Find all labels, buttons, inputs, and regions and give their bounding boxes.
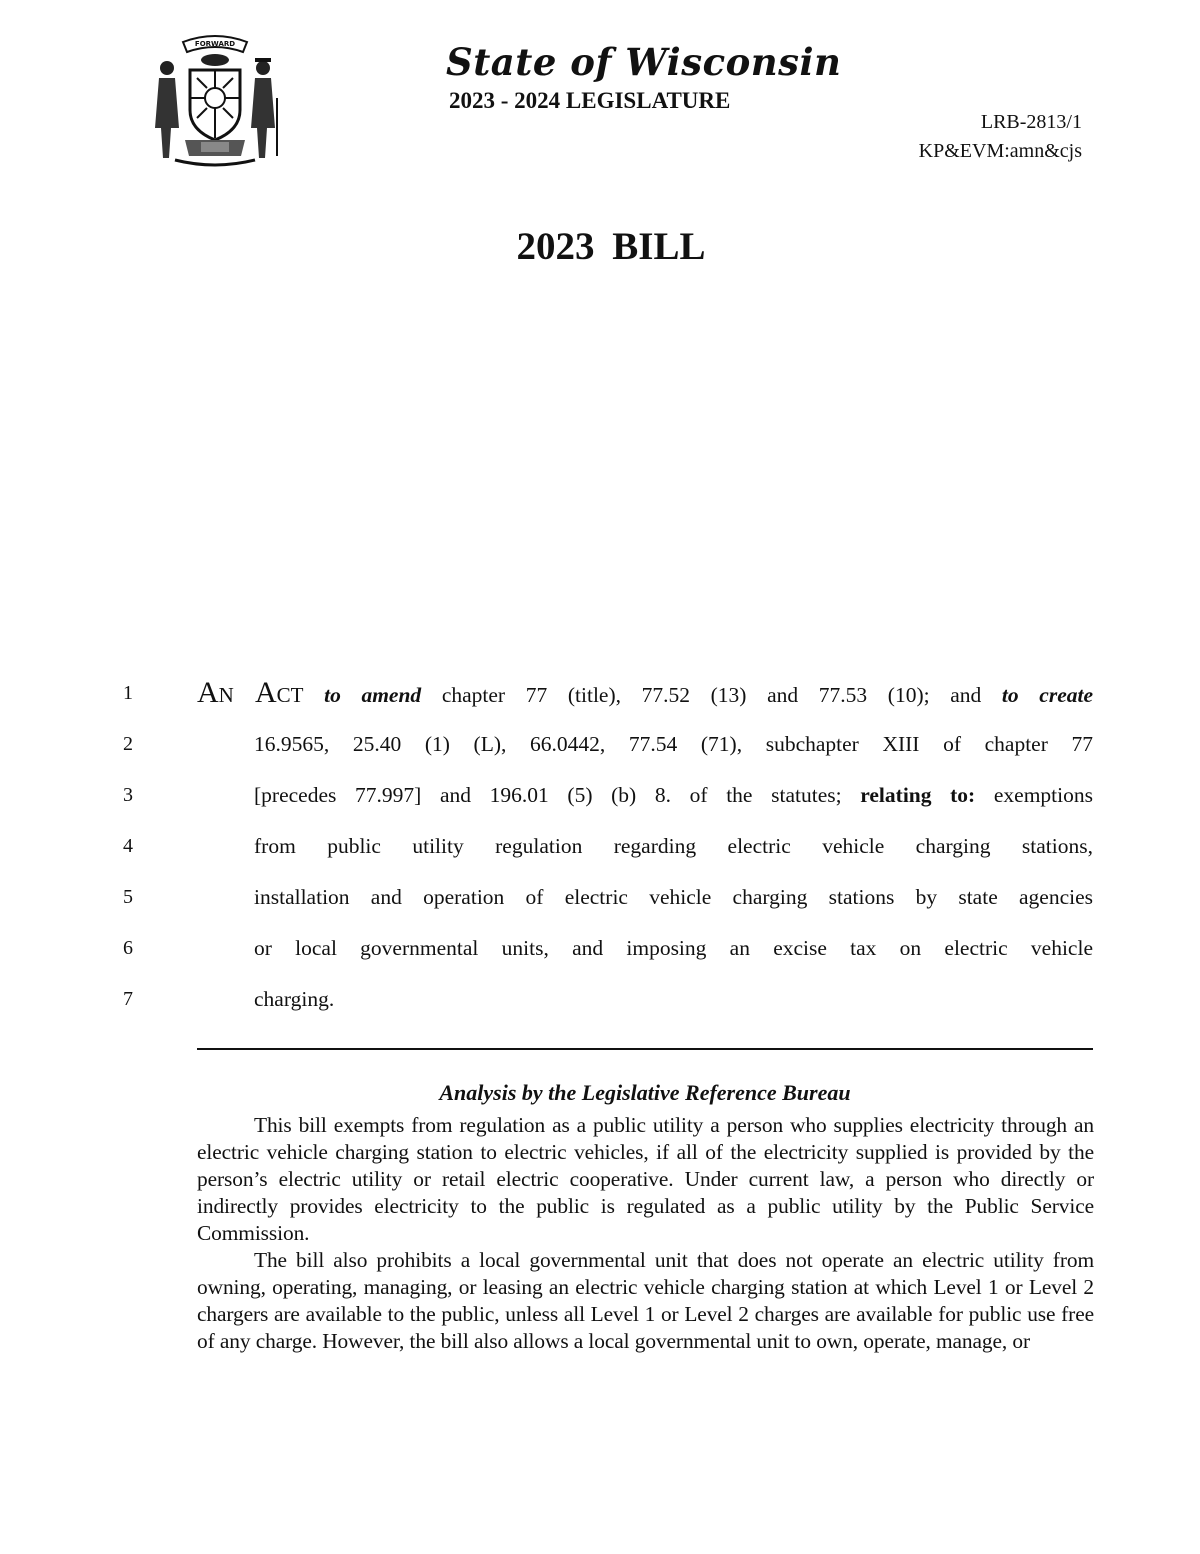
act-title-block	[197, 668, 1093, 1025]
line-number: 2	[123, 733, 133, 755]
act-line-3	[197, 770, 1093, 821]
an-act-label: An Act	[197, 676, 304, 709]
act-line-1	[197, 668, 1093, 719]
line-number: 4	[123, 835, 133, 857]
analysis-paragraph: The bill also prohibits a local governmental unit that does not operate an electric utility from owning, operating, managing, or leasing an electric vehicle charging station at which Level 1 or Level 2 chargers are available to the public, unless all Level 1 or Level 2 charges are available for public use free of any charge. However, the bill also allows a local governmental unit to own, operate, manage, or	[197, 1248, 1094, 1353]
relating-to-label: relating to:	[860, 783, 976, 807]
create-label: to create	[1001, 683, 1094, 707]
drafter-code: KP&EVM:amn&cjs	[918, 140, 1082, 162]
line-number: 6	[123, 937, 133, 959]
line-number: 7	[123, 988, 133, 1010]
analysis-heading: Analysis by the Legislative Reference Bureau	[439, 1080, 851, 1105]
line-number: 1	[123, 682, 133, 704]
seal-motto: FORWARD	[194, 40, 236, 48]
act-line-6: or local governmental units, and imposing an excise tax on electric vehicle	[254, 936, 1093, 960]
line-number: 5	[123, 886, 133, 908]
wisconsin-state-seal-icon	[145, 28, 285, 170]
relating-text: exemptions	[975, 783, 1093, 807]
act-line-2: 16.9565, 25.40 (1) (L), 66.0442, 77.54 (71), subchapter XIII of chapter 77	[254, 732, 1093, 756]
analysis-paragraph: This bill exempts from regulation as a public utility a person who supplies electricity through an electric vehicle charging station to electric vehicles, if all of the electricity supplied is provided by the person’s electric utility or retail electric cooperative. Under current law, a person who directly or indirectly provides electricity to the public is regulated as a public utility by the Public Service Commission.	[197, 1113, 1094, 1245]
amend-label: to amend	[324, 683, 422, 707]
amend-text: chapter 77 (title), 77.52 (13) and 77.53 (10); and	[421, 683, 1002, 707]
analysis-body	[197, 1112, 1094, 1355]
act-line-5: installation and operation of electric vehicle charging stations by state agencies	[254, 885, 1093, 909]
act-line-7: charging.	[254, 987, 335, 1011]
line-numbers	[108, 676, 148, 1033]
bill-title: 2023 BILL	[516, 225, 706, 268]
act-line-4: from public utility regulation regarding electric vehicle charging stations,	[254, 834, 1093, 858]
line-number: 3	[123, 784, 133, 806]
section-divider	[197, 1048, 1093, 1050]
state-title: State of Wisconsin	[446, 40, 842, 84]
lrb-number: LRB-2813/1	[980, 111, 1082, 133]
statutes-text: [precedes 77.997] and 196.01 (5) (b) 8. of the statutes;	[254, 783, 861, 807]
lrb-reference	[919, 108, 1082, 166]
legislature-session: 2023 - 2024 LEGISLATURE	[449, 88, 731, 113]
